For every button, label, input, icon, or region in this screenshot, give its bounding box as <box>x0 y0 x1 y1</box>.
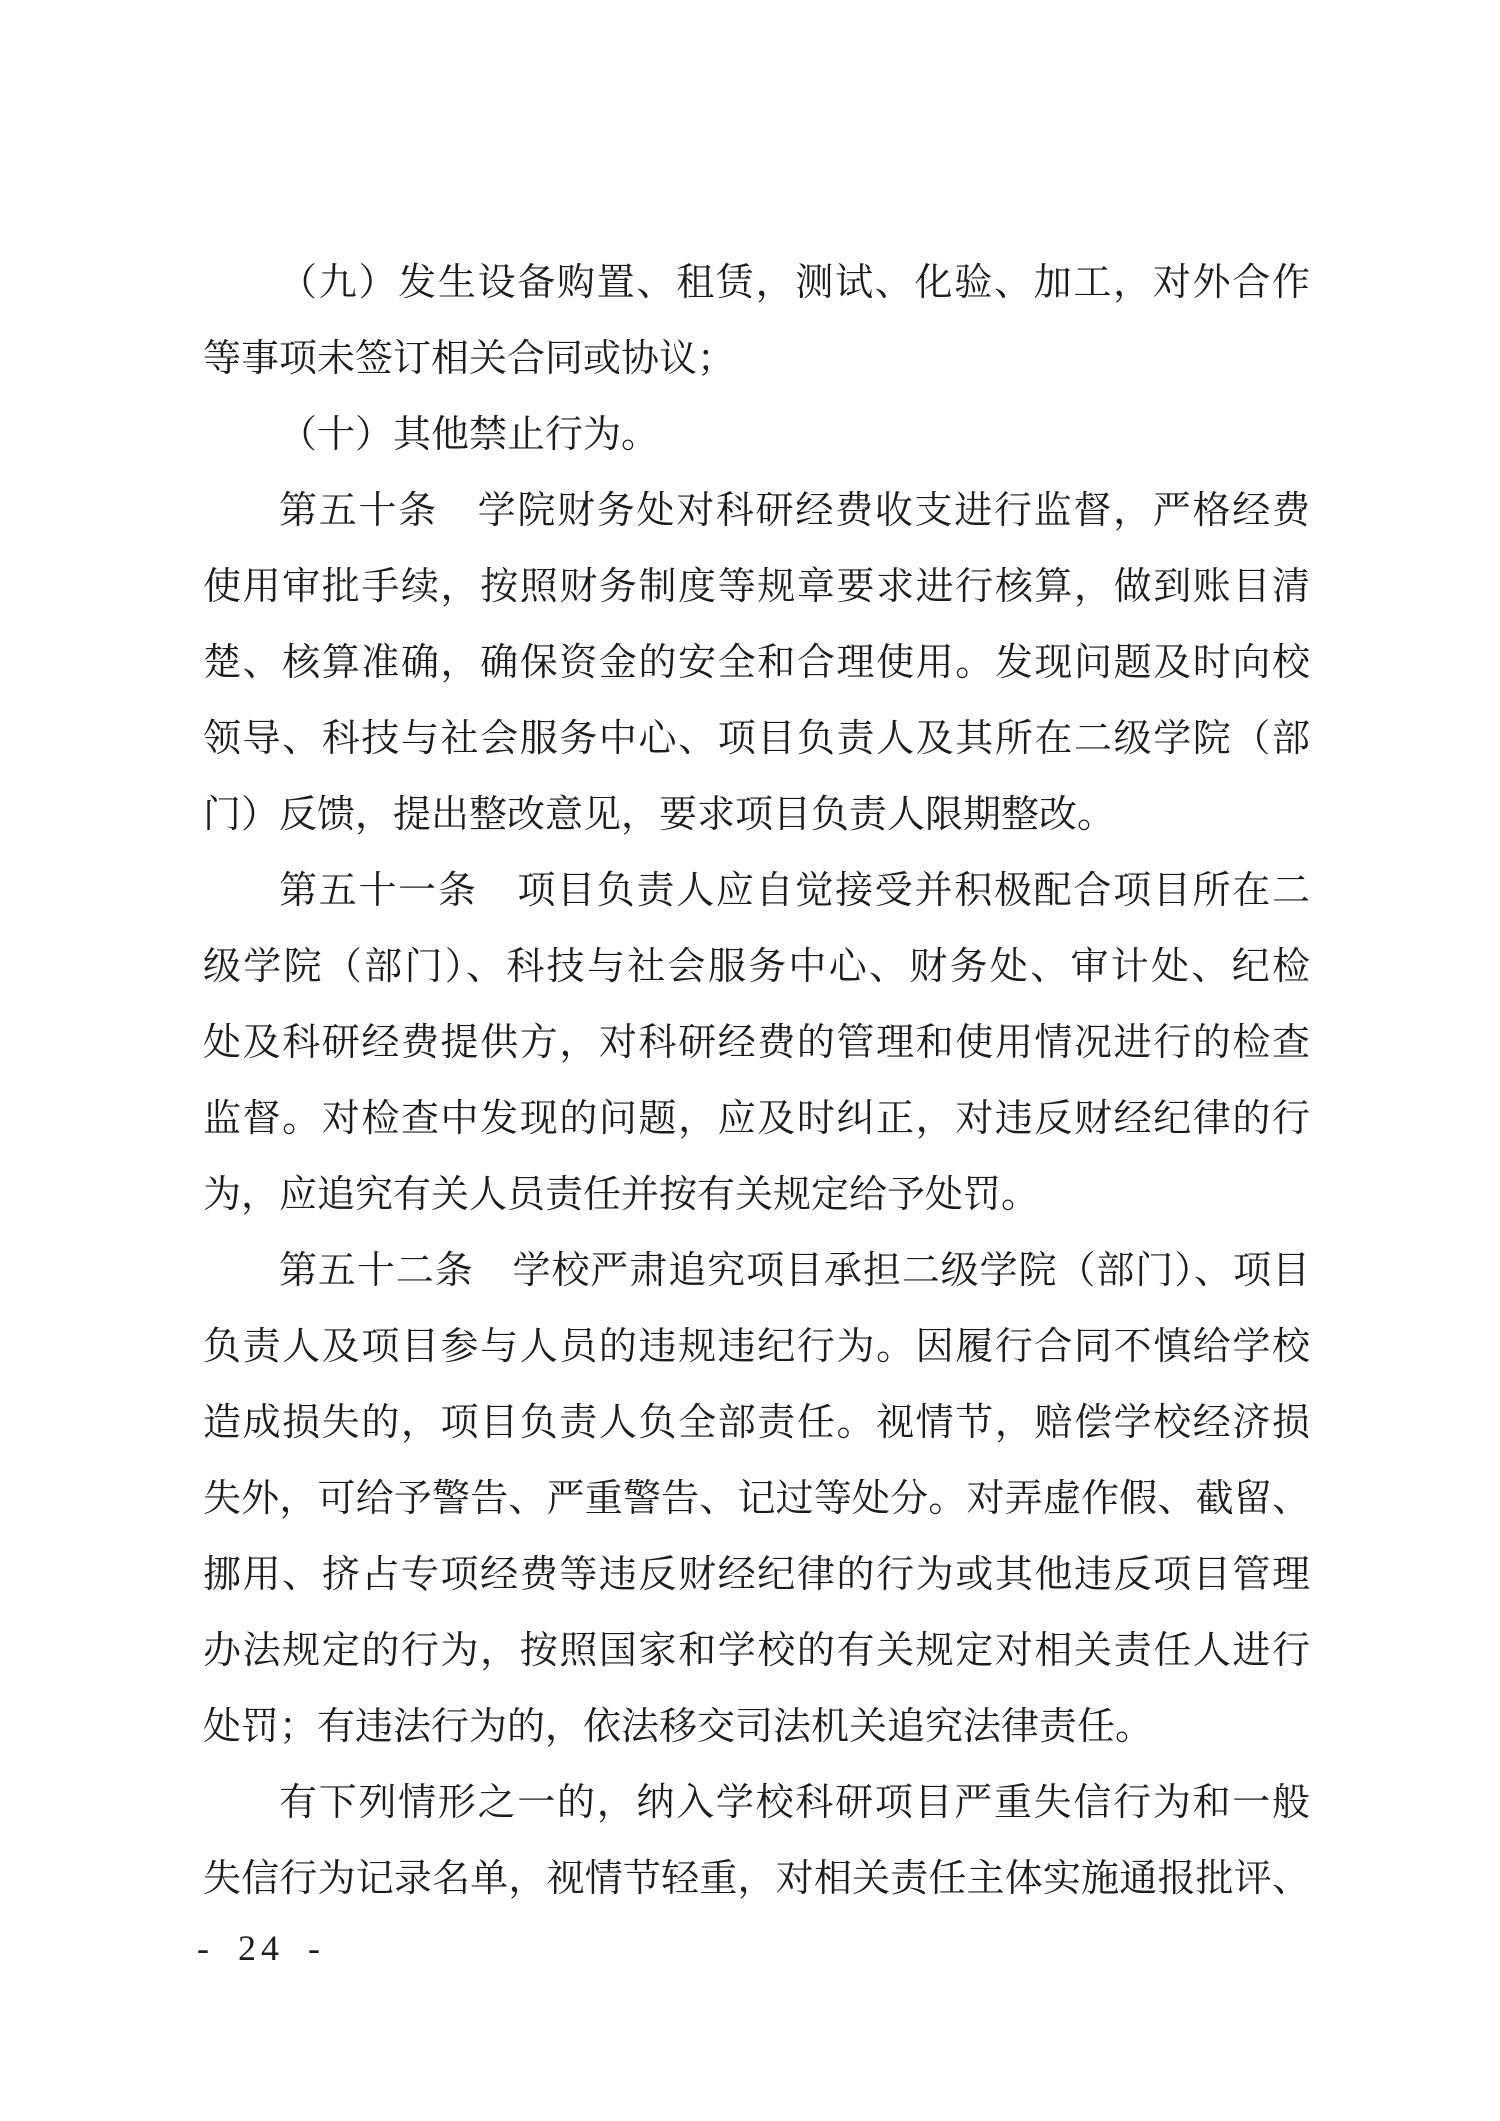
body-line: 失外，可给予警告、严重警告、记过等处分。对弄虚作假、截留、 <box>203 1478 1310 1520</box>
body-line: 有下列情形之一的，纳入学校科研项目严重失信行为和一般 <box>279 1782 1310 1824</box>
page-number: - 24 - <box>197 1928 325 1968</box>
body-line: 级学院（部门）、科技与社会服务中心、财务处、审计处、纪检 <box>203 946 1310 988</box>
paragraph-item-9 <box>203 245 1310 397</box>
paragraph-dishonesty-list <box>203 1765 1310 1917</box>
paragraph-article-52 <box>203 1233 1310 1765</box>
body-line: 处及科研经费提供方，对科研经费的管理和使用情况进行的检查 <box>203 1022 1310 1064</box>
body-line: （十）其他禁止行为。 <box>279 414 660 456</box>
paragraph-item-10 <box>203 397 1310 473</box>
body-line: 负责人及项目参与人员的违规违纪行为。因履行合同不慎给学校 <box>203 1326 1310 1368</box>
body-line: 领导、科技与社会服务中心、项目负责人及其所在二级学院（部 <box>203 718 1310 760</box>
body-line: 第五十一条 项目负责人应自觉接受并积极配合项目所在二 <box>279 870 1310 912</box>
body-line: 第五十条 学院财务处对科研经费收支进行监督，严格经费 <box>279 490 1310 532</box>
paragraph-article-50 <box>203 473 1310 853</box>
body-line: 楚、核算准确，确保资金的安全和合理使用。发现问题及时向校 <box>203 642 1310 684</box>
body-line: 门）反馈，提出整改意见，要求项目负责人限期整改。 <box>203 794 1116 836</box>
body-line: 使用审批手续，按照财务制度等规章要求进行核算，做到账目清 <box>203 566 1310 608</box>
paragraph-article-51 <box>203 853 1310 1233</box>
body-line: 处罚；有违法行为的，依法移交司法机关追究法律责任。 <box>203 1706 1154 1748</box>
body-line: 造成损失的，项目负责人负全部责任。视情节，赔偿学校经济损 <box>203 1402 1310 1444</box>
body-line: 办法规定的行为，按照国家和学校的有关规定对相关责任人进行 <box>203 1630 1310 1672</box>
body-line: 监督。对检查中发现的问题，应及时纠正，对违反财经纪律的行 <box>203 1098 1310 1140</box>
document-body <box>203 245 1310 1917</box>
body-line: 为，应追究有关人员责任并按有关规定给予处罚。 <box>203 1174 1040 1216</box>
body-line: （九）发生设备购置、租赁，测试、化验、加工，对外合作 <box>279 262 1310 304</box>
body-line: 挪用、挤占专项经费等违反财经纪律的行为或其他违反项目管理 <box>203 1554 1310 1596</box>
body-line: 第五十二条 学校严肃追究项目承担二级学院（部门）、项目 <box>279 1250 1310 1292</box>
body-line: 失信行为记录名单，视情节轻重，对相关责任主体实施通报批评、 <box>203 1858 1310 1900</box>
body-line: 等事项未签订相关合同或协议； <box>203 338 736 380</box>
